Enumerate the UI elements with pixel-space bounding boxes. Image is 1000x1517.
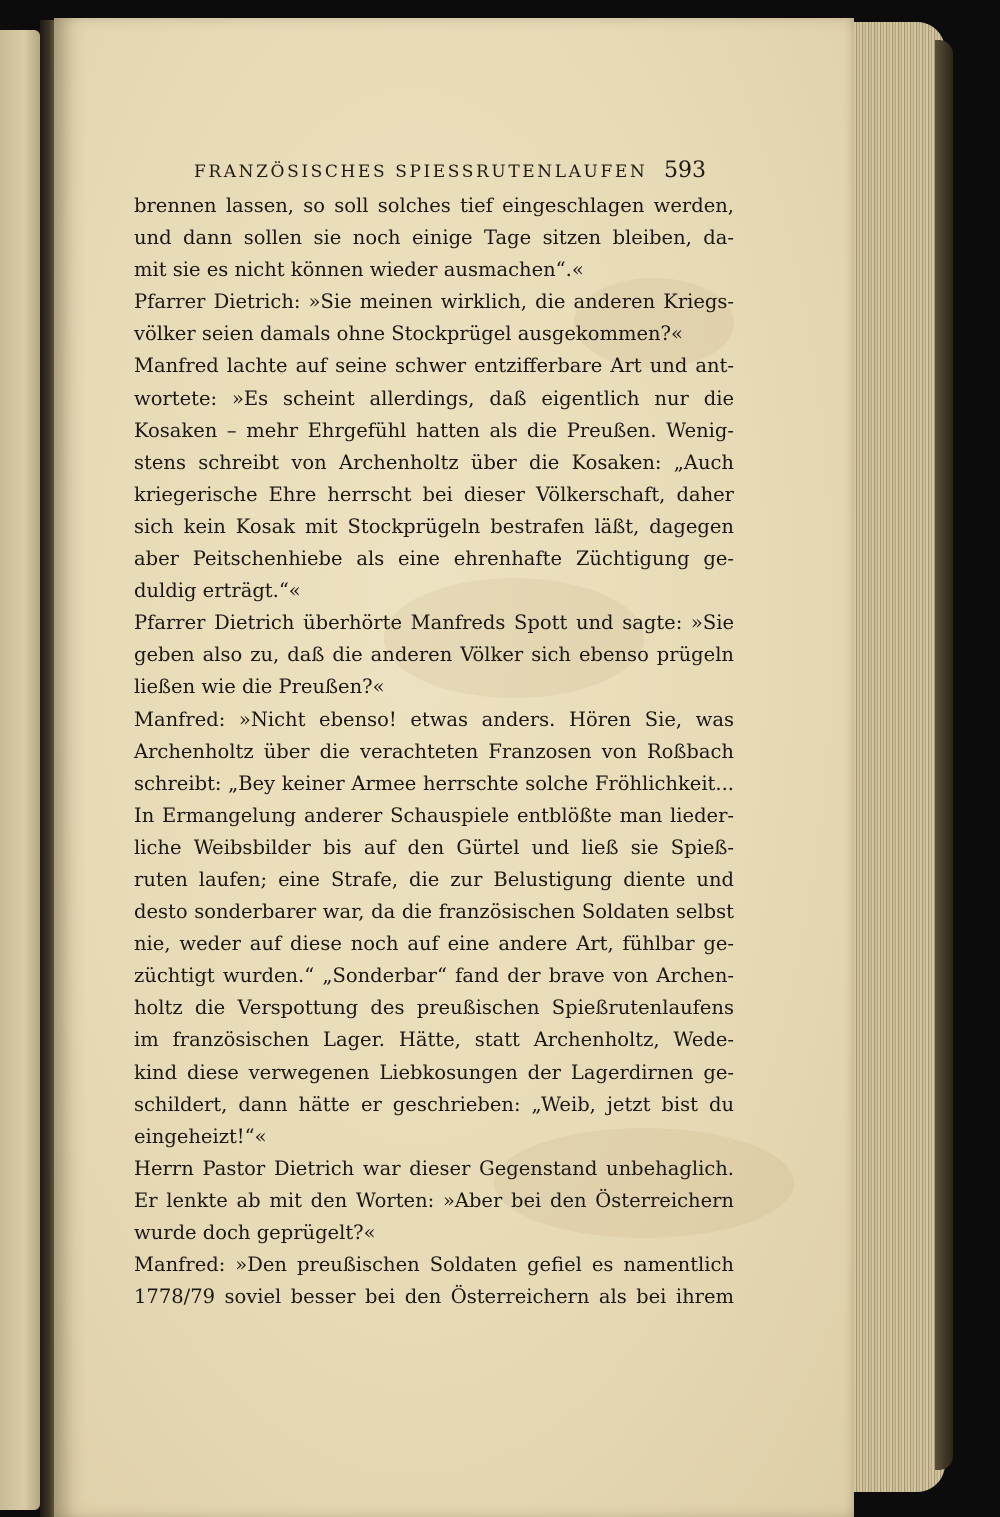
text-line: In Ermangelung anderer Schauspiele entblößte man lieder- bbox=[134, 803, 734, 827]
text-line: liche Weibsbilder bis auf den Gürtel und ließ sie Spieß- bbox=[134, 835, 734, 859]
text-line: Kosaken – mehr Ehrgefühl hatten als die Preußen. Wenig- bbox=[134, 418, 734, 442]
running-title: FRANZÖSISCHES SPIESSRUTENLAUFEN bbox=[194, 162, 648, 182]
text-line: duldig erträgt.“« bbox=[134, 579, 301, 603]
text-line: ruten laufen; eine Strafe, die zur Belustigung diente und bbox=[134, 867, 734, 891]
text-line: Pfarrer Dietrich: »Sie meinen wirklich, die anderen Kriegs- bbox=[134, 290, 734, 314]
text-line: Er lenkte ab mit den Worten: »Aber bei den Österreichern bbox=[134, 1188, 734, 1212]
text-line: Herrn Pastor Dietrich war dieser Gegenstand unbehaglich. bbox=[134, 1156, 734, 1180]
text-line: wortete: »Es scheint allerdings, daß eigentlich nur die bbox=[134, 386, 734, 410]
text-line: kind diese verwegenen Liebkosungen der Lagerdirnen ge- bbox=[134, 1060, 734, 1084]
body-text bbox=[134, 190, 734, 1313]
text-line: ließen wie die Preußen?« bbox=[134, 675, 385, 699]
text-line: kriegerische Ehre herrscht bei dieser Völkerschaft, daher bbox=[134, 482, 734, 506]
text-line: züchtigt wurden.“ „Sonderbar“ fand der brave von Archen- bbox=[134, 964, 734, 988]
text-line: Archenholtz über die verachteten Franzosen von Roßbach bbox=[134, 739, 734, 763]
text-line: desto sonderbarer war, da die französischen Soldaten selbst bbox=[134, 900, 734, 924]
text-line: schreibt: „Bey keiner Armee herrschte solche Fröhlichkeit... bbox=[134, 771, 734, 795]
cover-edge bbox=[935, 40, 953, 1470]
text-line: mit sie es nicht können wieder ausmachen“.« bbox=[134, 258, 584, 282]
text-line: im französischen Lager. Hätte, statt Archenholtz, Wede- bbox=[134, 1028, 734, 1052]
text-line: wurde doch geprügelt?« bbox=[134, 1221, 376, 1244]
text-line: sich kein Kosak mit Stockprügeln bestrafen läßt, dagegen bbox=[134, 514, 734, 538]
text-line: eingeheizt!“« bbox=[134, 1124, 267, 1148]
text-line: Pfarrer Dietrich überhörte Manfreds Spott und sagte: »Sie bbox=[134, 611, 734, 635]
text-line: Manfred: »Nicht ebenso! etwas anders. Hören Sie, was bbox=[134, 707, 734, 731]
text-line: Manfred lachte auf seine schwer entzifferbare Art und ant- bbox=[134, 354, 734, 378]
running-header bbox=[194, 158, 714, 188]
text-line: 1778/79 soviel besser bei den Österreichern als bei ihrem bbox=[134, 1285, 734, 1309]
text-line: holtz die Verspottung des preußischen Spießrutenlaufens bbox=[134, 996, 734, 1020]
left-page-edge bbox=[0, 30, 40, 1510]
text-line: aber Peitschenhiebe als eine ehrenhafte Züchtigung ge- bbox=[134, 547, 734, 571]
text-line: Manfred: »Den preußischen Soldaten gefiel es namentlich bbox=[134, 1253, 734, 1277]
text-line: geben also zu, daß die anderen Völker sich ebenso prügeln bbox=[134, 643, 734, 667]
text-line: und dann sollen sie noch einige Tage sitzen bleiben, da- bbox=[134, 226, 734, 250]
right-page bbox=[54, 18, 854, 1517]
text-line: völker seien damals ohne Stockprügel ausgekommen?« bbox=[134, 322, 683, 346]
text-line: nie, weder auf diese noch auf eine andere Art, fühlbar ge- bbox=[134, 932, 734, 956]
text-line: brennen lassen, so soll solches tief eingeschlagen werden, bbox=[134, 194, 734, 217]
page-number: 593 bbox=[664, 158, 706, 183]
page-block-edges bbox=[845, 22, 945, 1492]
text-line: schildert, dann hätte er geschrieben: „Weib, jetzt bist du bbox=[134, 1092, 734, 1116]
text-line: stens schreibt von Archenholtz über die Kosaken: „Auch bbox=[134, 450, 734, 474]
